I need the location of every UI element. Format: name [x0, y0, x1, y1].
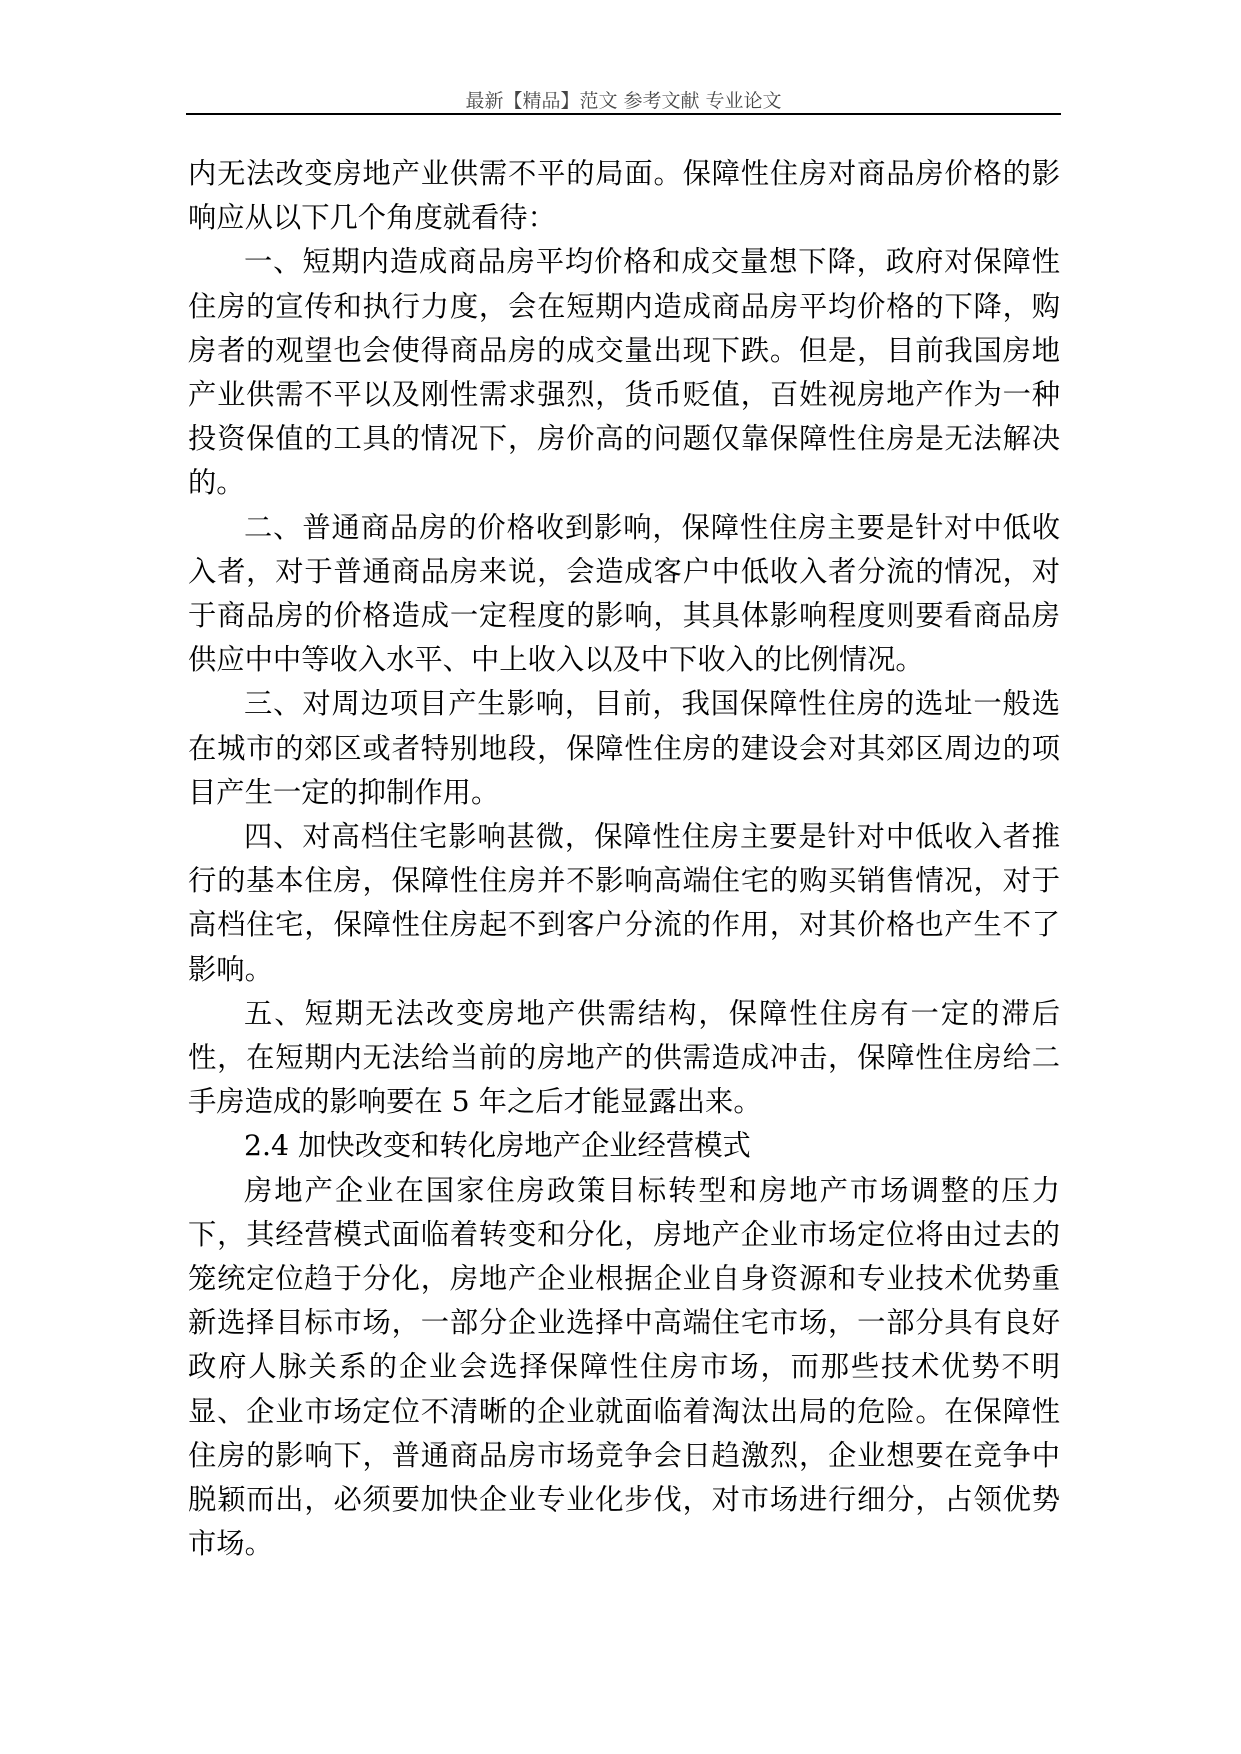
paragraph-point-5: 五、短期无法改变房地产供需结构，保障性住房有一定的滞后性，在短期内无法给当前的房地产的供需造成冲击，保障性住房给二手房造成的影响要在 5 年之后才能显露出来。: [188, 996, 1060, 1119]
paragraph-point-3: 三、对周边项目产生影响，目前，我国保障性住房的选址一般选在城市的郊区或者特别地段，保障性住房的建设会对其郊区周边的项目产生一定的抑制作用。: [188, 687, 1060, 809]
paragraph-section-body: 房地产企业在国家住房政策目标转型和房地产市场调整的压力下，其经营模式面临着转变和分化，房地产企业市场定位将由过去的笼统定位趋于分化，房地产企业根据企业自身资源和专业技术优势重新选择目标市场，一部分企业选择中高端住宅市场，一部分具有良好政府人脉关系的企业会选择保障性住房市场，而那些技术优势不明显、企业市场定位不清晰的企业就面临着淘汰出局的危险。在保障性住房的影响下，普通商品房市场竞争会日趋激烈，企业想要在竞争中脱颖而出，必须要加快企业专业化步伐，对市场进行细分，占领优势市场。: [188, 1173, 1060, 1561]
section-heading: 2.4 加快改变和转化房地产企业经营模式: [244, 1129, 751, 1163]
paragraph-point-2: 二、普通商品房的价格收到影响，保障性住房主要是针对中低收入者，对于普通商品房来说，会造成客户中低收入者分流的情况，对于商品房的价格造成一定程度的影响，其具体影响程度则要看商品房供应中中等收入水平、中上收入以及中下收入的比例情况。: [188, 510, 1060, 677]
paragraph-point-4: 四、对高档住宅影响甚微，保障性住房主要是针对中低收入者推行的基本住房，保障性住房并不影响高端住宅的购买销售情况，对于高档住宅，保障性住房起不到客户分流的作用，对其价格也产生不了影响。: [188, 820, 1060, 986]
document-body: [188, 152, 1060, 1567]
header-divider: [186, 113, 1061, 115]
paragraph-intro: 内无法改变房地产业供需不平的局面。保障性住房对商品房价格的影响应从以下几个角度就看待：: [188, 157, 1060, 235]
page-header: 最新【精品】范文 参考文献 专业论文: [465, 90, 782, 112]
paragraph-point-1: 一、短期内造成商品房平均价格和成交量想下降，政府对保障性住房的宣传和执行力度，会在短期内造成商品房平均价格的下降，购房者的观望也会使得商品房的成交量出现下跌。但是，目前我国房地产业供需不平以及刚性需求强烈，货币贬值，百姓视房地产作为一种投资保值的工具的情况下，房价高的问题仅靠保障性住房是无法解决的。: [188, 245, 1060, 500]
